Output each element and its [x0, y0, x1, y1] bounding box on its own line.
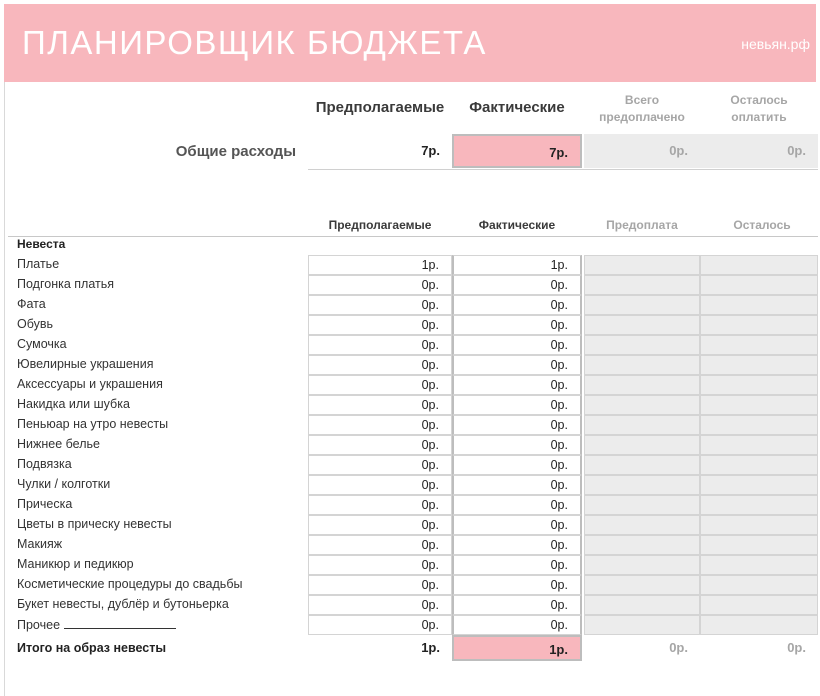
- total-planned-value[interactable]: 1р.: [421, 640, 440, 655]
- row-label-text: Косметические процедуры до свадьбы: [17, 577, 243, 591]
- prepaid-cell[interactable]: [584, 515, 700, 535]
- row-label: [17, 337, 67, 351]
- column-header-actual: Фактические: [478, 218, 556, 232]
- total-remaining-value[interactable]: 0р.: [787, 640, 806, 655]
- row-label-text: Макияж: [17, 537, 63, 551]
- table-row: [0, 395, 820, 415]
- prepaid-cell[interactable]: [584, 255, 700, 275]
- actual-cell[interactable]: 0р.: [452, 495, 582, 515]
- remaining-cell[interactable]: [700, 255, 818, 275]
- planned-cell[interactable]: 0р.: [308, 375, 452, 395]
- remaining-cell[interactable]: [700, 375, 818, 395]
- row-label: [17, 517, 172, 531]
- planned-cell[interactable]: 0р.: [308, 455, 452, 475]
- row-label: [17, 557, 134, 571]
- prepaid-cell[interactable]: [584, 595, 700, 615]
- planned-cell[interactable]: 0р.: [308, 595, 452, 615]
- row-label-text: Маникюр и педикюр: [17, 557, 134, 571]
- planned-cell[interactable]: 0р.: [308, 395, 452, 415]
- planned-cell[interactable]: 0р.: [308, 295, 452, 315]
- remaining-cell[interactable]: [700, 555, 818, 575]
- actual-cell[interactable]: 0р.: [452, 555, 582, 575]
- table-row: [0, 435, 820, 455]
- planned-cell[interactable]: 0р.: [308, 335, 452, 355]
- title-banner: [4, 4, 816, 82]
- remaining-cell[interactable]: [700, 315, 818, 335]
- row-label-text: Чулки / колготки: [17, 477, 111, 491]
- actual-cell[interactable]: 0р.: [452, 435, 582, 455]
- blank-line: [64, 617, 176, 629]
- row-label-text: Цветы в прическу невесты: [17, 517, 172, 531]
- actual-cell[interactable]: 0р.: [452, 295, 582, 315]
- prepaid-cell[interactable]: [584, 435, 700, 455]
- table-row: [0, 455, 820, 475]
- planned-cell[interactable]: 0р.: [308, 315, 452, 335]
- table-row: [0, 415, 820, 435]
- row-label-text: Сумочка: [17, 337, 67, 351]
- row-label-text: Фата: [17, 297, 46, 311]
- table-row: [0, 375, 820, 395]
- row-label: [17, 457, 72, 471]
- planned-cell[interactable]: 0р.: [308, 495, 452, 515]
- actual-cell[interactable]: 0р.: [452, 515, 582, 535]
- row-label: [17, 297, 46, 311]
- remaining-cell[interactable]: [700, 575, 818, 595]
- actual-cell[interactable]: 0р.: [452, 535, 582, 555]
- page-title: ПЛАНИРОВЩИК БЮДЖЕТА: [22, 24, 487, 61]
- actual-cell[interactable]: 0р.: [452, 315, 582, 335]
- prepaid-cell[interactable]: [584, 475, 700, 495]
- remaining-cell[interactable]: [700, 395, 818, 415]
- row-label-text: Пеньюар на утро невесты: [17, 417, 169, 431]
- planned-cell[interactable]: 0р.: [308, 355, 452, 375]
- table-row: [0, 595, 820, 615]
- row-label-text: Платье: [17, 257, 60, 271]
- row-label-text: Подвязка: [17, 457, 72, 471]
- row-label: [17, 417, 168, 431]
- row-label: [17, 317, 53, 331]
- row-label: [17, 397, 130, 411]
- row-label: [17, 377, 163, 391]
- table-row: [0, 475, 820, 495]
- column-header-planned: Предполагаемые: [328, 218, 432, 232]
- row-label-text: Нижнее белье: [17, 437, 100, 451]
- remaining-cell[interactable]: [700, 295, 818, 315]
- actual-cell[interactable]: 0р.: [452, 275, 582, 295]
- table-row: [0, 515, 820, 535]
- prepaid-cell[interactable]: [584, 455, 700, 475]
- prepaid-cell[interactable]: [584, 335, 700, 355]
- table-row: [0, 555, 820, 575]
- prepaid-cell[interactable]: [584, 275, 700, 295]
- actual-cell[interactable]: 0р.: [452, 335, 582, 355]
- actual-cell[interactable]: 0р.: [452, 415, 582, 435]
- row-label: [17, 477, 110, 491]
- row-label: [17, 277, 114, 291]
- table-row: [0, 535, 820, 555]
- site-label: невьян.рф: [741, 36, 810, 52]
- row-label-text: Накидка или шубка: [17, 397, 130, 411]
- summary-actual-value[interactable]: 7р.: [452, 134, 582, 168]
- remaining-cell[interactable]: [700, 355, 818, 375]
- row-label-text: Ювелирные украшения: [17, 357, 154, 371]
- prepaid-cell[interactable]: [584, 575, 700, 595]
- remaining-cell[interactable]: [700, 595, 818, 615]
- remaining-cell[interactable]: [700, 435, 818, 455]
- summary-remaining-value[interactable]: 0р.: [700, 134, 818, 168]
- remaining-cell[interactable]: [700, 475, 818, 495]
- row-label: [17, 597, 229, 611]
- row-label: [17, 437, 100, 451]
- row-label-text: Прическа: [17, 497, 73, 511]
- row-label: [17, 357, 153, 371]
- prepaid-cell[interactable]: [584, 495, 700, 515]
- table-row: [0, 615, 820, 635]
- summary-divider: [308, 169, 818, 170]
- actual-cell[interactable]: 0р.: [452, 455, 582, 475]
- row-label: [17, 537, 62, 551]
- prepaid-cell[interactable]: [584, 555, 700, 575]
- summary-label: Общие расходы: [175, 143, 296, 160]
- remaining-cell[interactable]: [700, 615, 818, 635]
- row-label: [17, 257, 59, 271]
- table-row: [0, 355, 820, 375]
- row-label-text: Букет невесты, дублёр и бутоньерка: [17, 597, 229, 611]
- planned-cell[interactable]: 0р.: [308, 415, 452, 435]
- remaining-cell[interactable]: [700, 455, 818, 475]
- remaining-cell[interactable]: [700, 335, 818, 355]
- table-row: [0, 495, 820, 515]
- row-label-text: Аксессуары и украшения: [17, 377, 163, 391]
- summary-header-prepaid: Всего предоплачено: [599, 93, 685, 124]
- table-row: [0, 335, 820, 355]
- summary-header-remaining: Осталось оплатить: [730, 93, 788, 124]
- actual-cell[interactable]: 0р.: [452, 355, 582, 375]
- actual-cell[interactable]: 0р.: [452, 595, 582, 615]
- planned-cell[interactable]: 0р.: [308, 515, 452, 535]
- remaining-cell[interactable]: [700, 535, 818, 555]
- actual-cell[interactable]: 0р.: [452, 575, 582, 595]
- prepaid-cell[interactable]: [584, 355, 700, 375]
- row-label: [17, 617, 176, 632]
- remaining-cell[interactable]: [700, 415, 818, 435]
- row-label: [17, 497, 72, 511]
- actual-cell[interactable]: 0р.: [452, 375, 582, 395]
- row-label: [17, 577, 242, 591]
- summary-header-actual: Фактические: [469, 99, 565, 116]
- actual-cell[interactable]: 0р.: [452, 475, 582, 495]
- prepaid-cell[interactable]: [584, 415, 700, 435]
- header-divider: [8, 236, 818, 237]
- total-prepaid-value[interactable]: 0р.: [669, 640, 688, 655]
- actual-cell[interactable]: 0р.: [452, 395, 582, 415]
- remaining-cell[interactable]: [700, 275, 818, 295]
- table-row: [0, 275, 820, 295]
- actual-cell[interactable]: 1р.: [452, 255, 582, 275]
- summary-planned-value[interactable]: 7р.: [421, 143, 440, 158]
- row-label-text: Подгонка платья: [17, 277, 115, 291]
- row-label-text: Обувь: [17, 317, 54, 331]
- planned-cell[interactable]: 0р.: [308, 575, 452, 595]
- table-row: [0, 575, 820, 595]
- column-header-prepaid: Предоплата: [606, 218, 678, 232]
- total-actual-value[interactable]: 1р.: [452, 635, 582, 661]
- prepaid-cell[interactable]: [584, 315, 700, 335]
- planned-cell[interactable]: 0р.: [308, 615, 452, 635]
- planned-cell[interactable]: 0р.: [308, 435, 452, 455]
- prepaid-cell[interactable]: [584, 535, 700, 555]
- prepaid-cell[interactable]: [584, 295, 700, 315]
- table-row: [0, 315, 820, 335]
- total-label: Итого на образ невесты: [17, 641, 167, 655]
- prepaid-cell[interactable]: [584, 395, 700, 415]
- planned-cell[interactable]: 0р.: [308, 535, 452, 555]
- prepaid-cell[interactable]: [584, 375, 700, 395]
- column-header-remaining: Осталось: [733, 218, 791, 232]
- planned-cell[interactable]: 0р.: [308, 275, 452, 295]
- row-label-text: Прочее: [17, 618, 61, 632]
- summary-header-planned: Предполагаемые: [315, 99, 445, 116]
- planned-cell[interactable]: 1р.: [308, 255, 452, 275]
- table-row: [0, 255, 820, 275]
- section-title: Невеста: [17, 237, 66, 251]
- prepaid-cell[interactable]: [584, 615, 700, 635]
- remaining-cell[interactable]: [700, 495, 818, 515]
- summary-prepaid-value[interactable]: 0р.: [584, 134, 700, 168]
- actual-cell[interactable]: 0р.: [452, 615, 582, 635]
- remaining-cell[interactable]: [700, 515, 818, 535]
- planned-cell[interactable]: 0р.: [308, 555, 452, 575]
- table-row: [0, 295, 820, 315]
- planned-cell[interactable]: 0р.: [308, 475, 452, 495]
